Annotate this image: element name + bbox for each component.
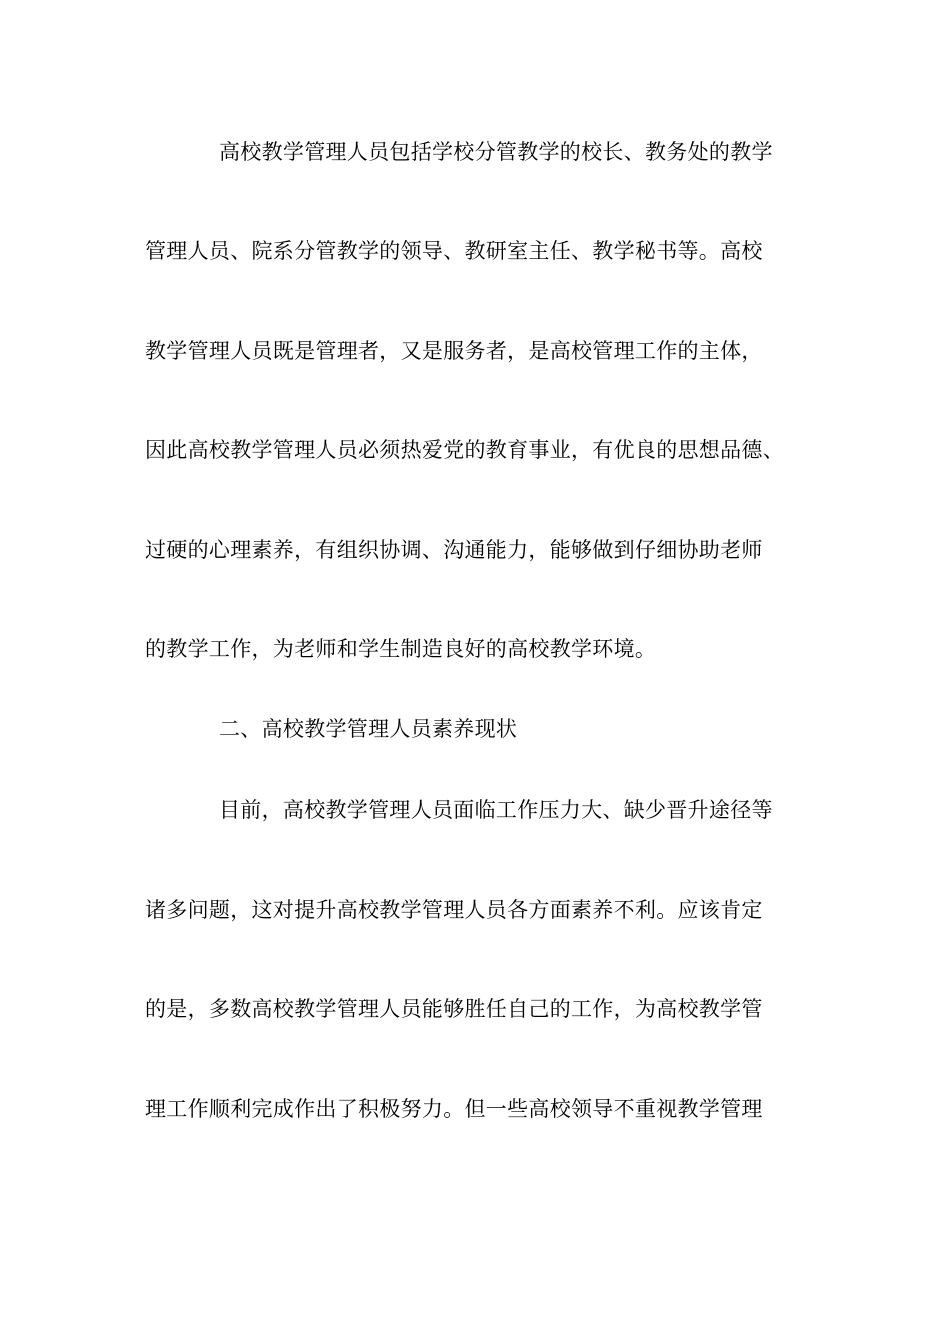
paragraph-1-line-2: 管理人员、院系分管教学的领导、教研室主任、教学秘书等。高校 — [145, 239, 763, 263]
section-heading: 二、高校教学管理人员素养现状 — [219, 717, 518, 741]
paragraph-1-line-3: 教学管理人员既是管理者，又是服务者，是高校管理工作的主体， — [145, 339, 763, 363]
paragraph-2-line-1: 目前，高校教学管理人员面临工作压力大、缺少晋升途径等 — [219, 798, 773, 822]
paragraph-1-line-1: 高校教学管理人员包括学校分管教学的校长、教务处的教学 — [219, 140, 773, 164]
paragraph-2-line-2: 诸多问题，这对提升高校教学管理人员各方面素养不利。应该肯定 — [145, 898, 763, 922]
paragraph-1-line-5: 过硬的心理素养，有组织协调、沟通能力，能够做到仔细协助老师 — [145, 538, 763, 562]
paragraph-1-line-6: 的教学工作，为老师和学生制造良好的高校教学环境。 — [145, 637, 657, 661]
paragraph-2-line-4: 理工作顺利完成作出了积极努力。但一些高校领导不重视教学管理 — [145, 1097, 763, 1121]
paragraph-1-line-4: 因此高校教学管理人员必须热爱党的教育事业，有优良的思想品德、 — [145, 438, 784, 462]
paragraph-2-line-3: 的是，多数高校教学管理人员能够胜任自己的工作，为高校教学管 — [145, 997, 763, 1021]
